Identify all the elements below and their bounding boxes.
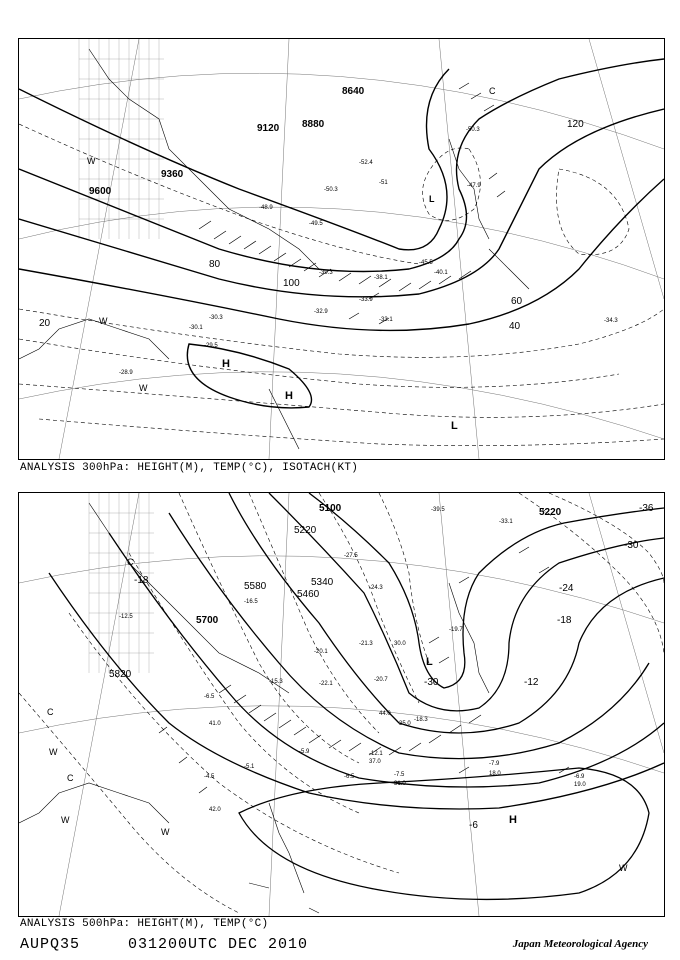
- isotherm-label: -18: [557, 615, 572, 626]
- isotach-label-120: 120: [567, 119, 584, 130]
- height-label-5100: 5100: [319, 503, 342, 514]
- station-label: -27.5: [344, 553, 358, 559]
- chart-300hpa: [18, 38, 665, 460]
- height-label-5700: 5700: [196, 615, 219, 626]
- temp-label: -30.3: [209, 315, 223, 321]
- isotherm-label: -24: [559, 583, 574, 594]
- station-label: 44.0: [379, 711, 391, 717]
- temp-label: -33.1: [379, 317, 393, 323]
- wind-barbs: [199, 83, 505, 324]
- station-label: 42.0: [209, 807, 221, 813]
- station-label: -15.3: [269, 679, 283, 685]
- isotach-label-60: 60: [511, 296, 523, 307]
- station-label: -7.5: [394, 772, 405, 778]
- region-marks: [47, 557, 628, 873]
- warm-mark: W: [99, 316, 108, 326]
- station-label: 35.0: [399, 721, 411, 727]
- station-label: 19.0: [574, 782, 586, 788]
- station-label: -20.7: [374, 677, 388, 683]
- low-center: L: [426, 656, 433, 668]
- station-label: -6.9: [574, 774, 585, 780]
- high-center: H: [222, 358, 230, 370]
- high-center: H: [509, 814, 517, 826]
- station-label: -33.1: [499, 519, 513, 525]
- height-label-9600: 9600: [89, 186, 112, 197]
- isotach-label-20: 20: [39, 318, 51, 329]
- isotherm-label: -18: [134, 575, 149, 586]
- graticule: [19, 39, 664, 459]
- pressure-centers: [426, 656, 517, 826]
- height-label-5340: 5340: [311, 577, 334, 588]
- warm-mark: W: [87, 156, 96, 166]
- isotherm-label: -12: [524, 677, 539, 688]
- station-label: -16.5: [244, 599, 258, 605]
- height-labels: [109, 503, 562, 680]
- station-label: -6.5: [344, 774, 355, 780]
- height-label-5460: 5460: [297, 589, 320, 600]
- station-label: -18.3: [414, 717, 428, 723]
- station-label: -5.9: [299, 749, 310, 755]
- temp-label: -49.5: [309, 221, 323, 227]
- station-label: -39.5: [431, 507, 445, 513]
- warm-mark: W: [619, 863, 628, 873]
- station-label: -19.7: [449, 627, 463, 633]
- chart-500hpa: [18, 492, 665, 917]
- region-marks: [87, 86, 496, 393]
- station-label: -21.3: [359, 641, 373, 647]
- agency-credit: Japan Meteorological Agency: [512, 938, 648, 950]
- isotherm-label: -30: [624, 540, 639, 551]
- coastline: [19, 503, 489, 913]
- station-labels: [119, 507, 586, 813]
- isotherm-label: -36: [639, 503, 654, 514]
- chart-300hpa-canvas: [19, 39, 664, 459]
- station-label: -24.3: [369, 585, 383, 591]
- valid-time: 031200UTC DEC 2010: [128, 936, 309, 953]
- chart-500hpa-caption: ANALYSIS 500hPa: HEIGHT(M), TEMP(°C): [20, 918, 269, 930]
- height-label-8640: 8640: [342, 86, 365, 97]
- isotherm-contours: [19, 493, 664, 913]
- cold-mark: C: [47, 707, 54, 717]
- station-label: 41.0: [209, 721, 221, 727]
- station-label: -6.5: [204, 694, 215, 700]
- station-label: -20.1: [314, 649, 328, 655]
- temp-label: -30.1: [189, 325, 203, 331]
- height-labels: [89, 86, 365, 197]
- height-label-5820: 5820: [109, 669, 132, 680]
- warm-mark: W: [139, 383, 148, 393]
- temp-label: -45.5: [419, 260, 433, 266]
- height-label-9360: 9360: [161, 169, 184, 180]
- low-center: L: [451, 420, 458, 432]
- isotach-label-100: 100: [283, 278, 300, 289]
- station-label: 37.0: [369, 759, 381, 765]
- station-label: -12.5: [119, 614, 133, 620]
- temp-label: -40.1: [434, 270, 448, 276]
- height-label-8880: 8880: [302, 119, 325, 130]
- isotherm-label: -30: [424, 677, 439, 688]
- product-code: AUPQ35: [20, 936, 81, 953]
- cold-mark: C: [127, 557, 134, 567]
- station-label: 18.0: [489, 771, 501, 777]
- height-label-5220: 5220: [294, 525, 317, 536]
- isotach-contours: [19, 124, 664, 446]
- height-label-5220: 5220: [539, 507, 562, 518]
- temp-label: -34.3: [604, 318, 618, 324]
- temp-label: -51: [379, 180, 388, 186]
- temp-label: -39.3: [319, 270, 333, 276]
- high-center: H: [285, 390, 293, 402]
- isotherm-label: -6: [469, 820, 478, 831]
- station-label: -5.1: [244, 764, 255, 770]
- warm-mark: W: [161, 827, 170, 837]
- warm-mark: W: [49, 747, 58, 757]
- chart-300hpa-caption: ANALYSIS 300hPa: HEIGHT(M), TEMP(°C), ISOTACH(KT): [20, 462, 359, 474]
- temp-label: -47.9: [467, 183, 481, 189]
- isotach-label-40: 40: [509, 321, 521, 332]
- temp-label: -33.9: [359, 297, 373, 303]
- station-label: 30.0: [394, 641, 406, 647]
- temp-label: -48.9: [259, 205, 273, 211]
- cold-mark: C: [67, 773, 74, 783]
- temp-label: -29.5: [204, 343, 218, 349]
- temp-label: -50.3: [324, 187, 338, 193]
- height-contours: [19, 59, 664, 408]
- warm-mark: W: [61, 815, 70, 825]
- temp-label: -50.3: [466, 127, 480, 133]
- temp-label: -38.1: [374, 275, 388, 281]
- coastline: [19, 49, 529, 449]
- temp-label: -32.9: [314, 309, 328, 315]
- isotach-label-80: 80: [209, 259, 221, 270]
- station-label: 31.0: [394, 781, 406, 787]
- height-label-5580: 5580: [244, 581, 267, 592]
- low-center: L: [429, 194, 435, 204]
- station-label: -12.1: [369, 751, 383, 757]
- height-label-9120: 9120: [257, 123, 280, 134]
- cold-mark: C: [489, 86, 496, 96]
- station-label: -7.9: [489, 761, 500, 767]
- temp-label: -28.9: [119, 370, 133, 376]
- graticule: [19, 493, 664, 916]
- temp-label: -52.4: [359, 160, 373, 166]
- chart-500hpa-canvas: [19, 493, 664, 916]
- station-label: -4.5: [204, 774, 215, 780]
- station-label: -22.1: [319, 681, 333, 687]
- pressure-centers: [222, 194, 458, 432]
